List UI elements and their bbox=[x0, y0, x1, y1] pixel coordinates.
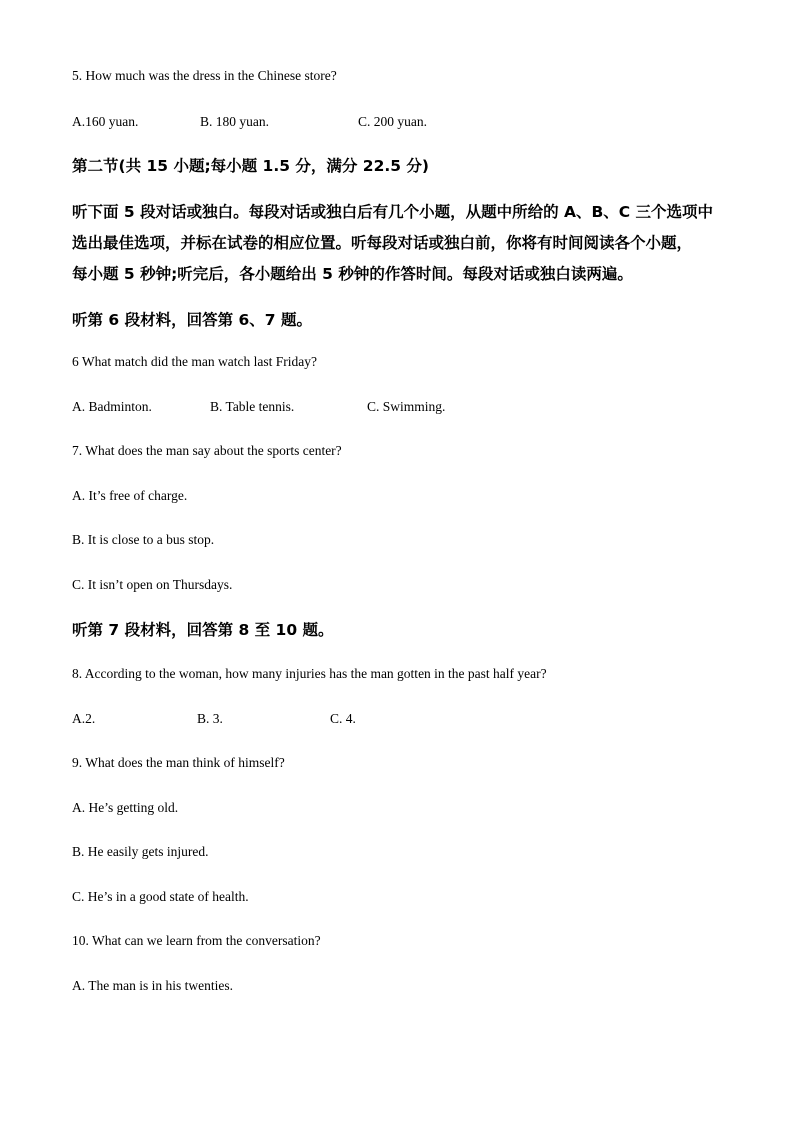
q5-option-b: B. 180 yuan. bbox=[200, 114, 269, 129]
instructions-line-2: 选出最佳选项，并标在试卷的相应位置。听每段对话或独白前，你将有时间阅读各个小题， bbox=[72, 234, 693, 252]
q9-option-c: C. He’s in a good state of health. bbox=[72, 889, 249, 904]
question-9: 9. What does the man think of himself? bbox=[72, 755, 285, 770]
question-5-options bbox=[0, 114, 794, 130]
question-8-options bbox=[0, 711, 794, 727]
q6-option-c: C. Swimming. bbox=[367, 399, 446, 414]
question-5: 5. How much was the dress in the Chinese store? bbox=[72, 68, 337, 83]
q8-option-c: C. 4. bbox=[330, 711, 356, 726]
q6-option-b: B. Table tennis. bbox=[210, 399, 295, 414]
question-10: 10. What can we learn from the conversation? bbox=[72, 933, 321, 948]
question-8: 8. According to the woman, how many injuries has the man gotten in the past half year? bbox=[72, 666, 547, 681]
question-6: 6 What match did the man watch last Friday? bbox=[72, 354, 317, 369]
instructions-line-3: 每小题 5 秒钟;听完后，各小题给出 5 秒钟的作答时间。每段对话或独白读两遍。 bbox=[72, 265, 633, 283]
q7-option-a: A. It’s free of charge. bbox=[72, 488, 188, 503]
q7-option-b: B. It is close to a bus stop. bbox=[72, 532, 215, 547]
question-6-options bbox=[0, 399, 794, 415]
q10-option-a: A. The man is in his twenties. bbox=[72, 978, 233, 993]
q5-option-c: C. 200 yuan. bbox=[358, 114, 427, 129]
q7-option-c: C. It isn’t open on Thursdays. bbox=[72, 577, 233, 592]
q9-option-a: A. He’s getting old. bbox=[72, 800, 179, 815]
material-6-heading: 听第 6 段材料，回答第 6、7 题。 bbox=[72, 311, 312, 329]
instructions-line-1: 听下面 5 段对话或独白。每段对话或独白后有几个小题，从题中所给的 A、B、C 三个选项中 bbox=[72, 203, 714, 221]
q6-option-a: A. Badminton. bbox=[72, 399, 152, 414]
material-7-heading: 听第 7 段材料，回答第 8 至 10 题。 bbox=[72, 621, 334, 639]
q8-option-a: A.2. bbox=[72, 711, 96, 726]
q8-option-b: B. 3. bbox=[197, 711, 223, 726]
question-7: 7. What does the man say about the sports center? bbox=[72, 443, 342, 458]
q9-option-b: B. He easily gets injured. bbox=[72, 844, 209, 859]
section-heading: 第二节(共 15 小题;每小题 1.5 分，满分 22.5 分) bbox=[72, 157, 430, 175]
q5-option-a: A.160 yuan. bbox=[72, 114, 139, 129]
